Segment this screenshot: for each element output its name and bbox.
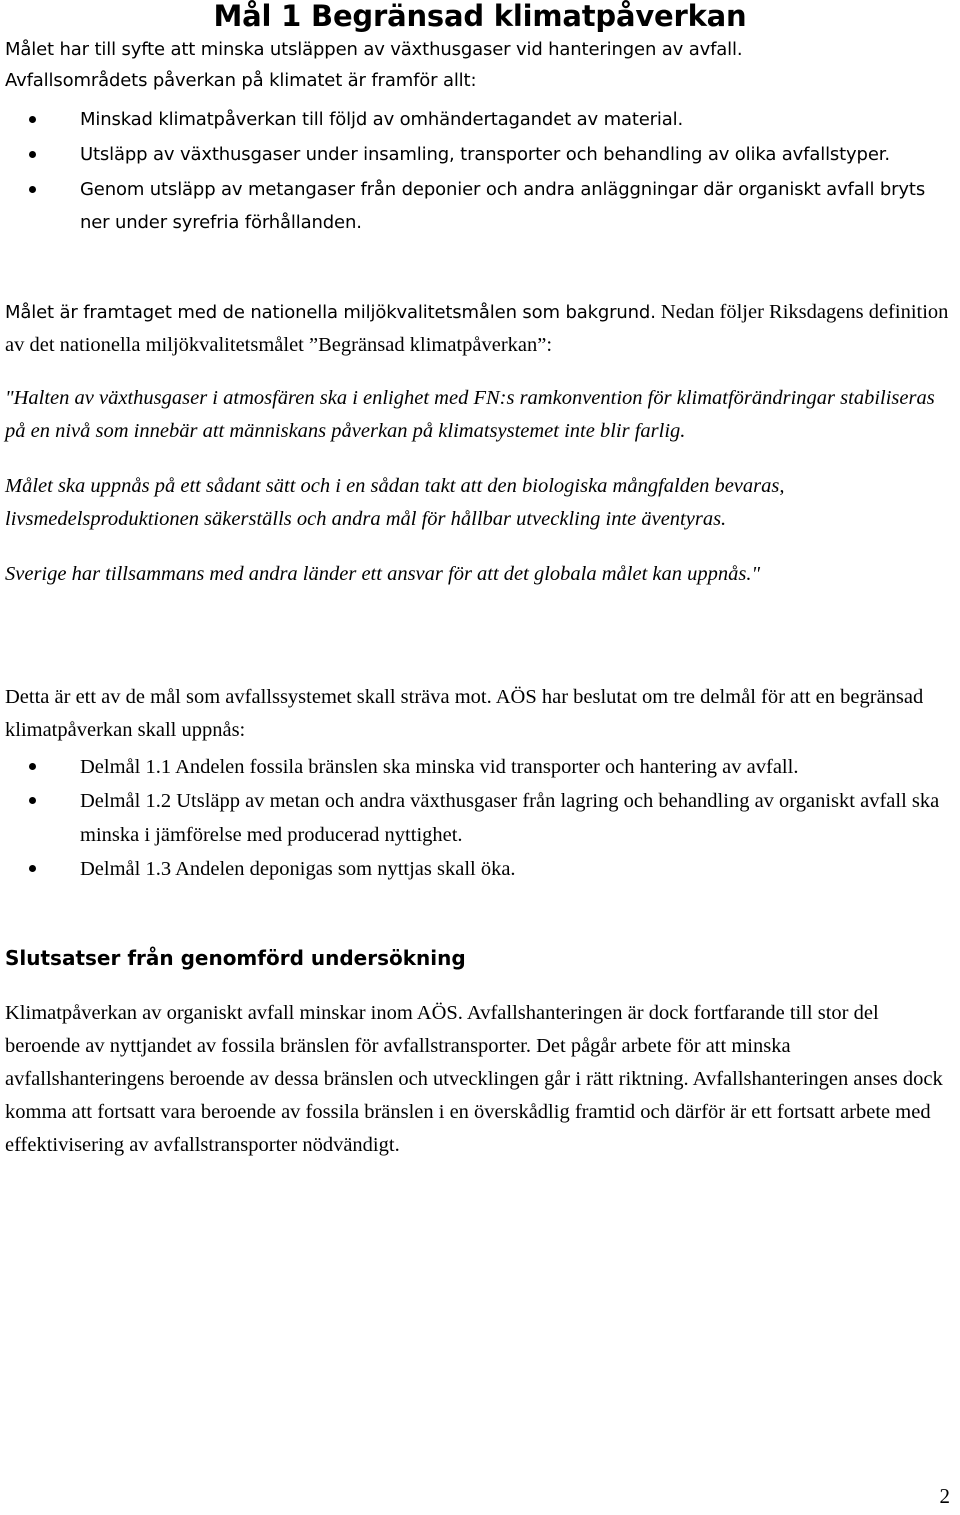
list-item-text: Genom utsläpp av metangaser från deponier och andra anläggningar där organiskt avfall bryts ner under syrefria förhållanden. xyxy=(80,179,926,233)
list-item-text: Delmål 1.3 Andelen deponigas som nyttjas skall öka. xyxy=(80,858,516,880)
subgoal-list xyxy=(5,750,955,886)
list-item-text: Delmål 1.1 Andelen fossila bränslen ska minska vid transporter och hantering av avfall. xyxy=(80,756,799,778)
bullet-icon xyxy=(29,763,36,770)
page-number: 2 xyxy=(939,1484,950,1508)
riksdag-intro: Nedan följer Riksdagens definition av det nationella miljökvalitetsmålet ”Begränsad klimatpåverkan”: xyxy=(5,301,949,356)
bullet-icon xyxy=(29,865,36,872)
list-item xyxy=(5,103,955,136)
list-item xyxy=(5,750,955,784)
bullet-icon xyxy=(29,797,36,804)
list-item-text: Delmål 1.2 Utsläpp av metan och andra växthusgaser från lagring och behandling av organiskt avfall ska minska i jämförelse med producerad nyttighet. xyxy=(80,790,940,846)
list-item xyxy=(5,173,955,239)
subgoals-intro: Detta är ett av de mål som avfallssystemet skall sträva mot. AÖS har beslutat om tre delmål för att en begränsad klimatpåverkan skall uppnås: xyxy=(5,686,924,741)
impact-list xyxy=(5,103,955,239)
list-item xyxy=(5,784,955,852)
list-item-text: Utsläpp av växthusgaser under insamling, transporter och behandling av olika avfallstyper. xyxy=(80,144,890,165)
background-paragraph xyxy=(5,296,955,362)
bullet-icon xyxy=(29,151,36,158)
quote-paragraph: "Halten av växthusgaser i atmosfären ska i enlighet med FN:s ramkonvention för klimatförändringar stabiliseras på en nivå som innebär att människans påverkan på klimatsystemet inte blir farlig. xyxy=(5,387,935,442)
conclusions-paragraph: Klimatpåverkan av organiskt avfall minskar inom AÖS. Avfallshanteringen är dock fortfarande till stor del beroende av nyttjandet av fossila bränslen för avfallstransporter. Det pågår arbete för att minska avfallshanteringens beroende av dessa bränslen och utvecklingen går i rätt riktning. Avfallshanteringen anses dock komma att fortsatt vara beroende av fossila bränslen i en överskådlig framtid och därför är ett fortsatt arbete med effektivisering av avfallstransporter nödvändigt. xyxy=(5,1002,943,1156)
list-item xyxy=(5,138,955,171)
intro-line: Målet har till syfte att minska utsläppen av växthusgaser vid hanteringen av avfall. xyxy=(5,39,743,60)
riksdag-quote xyxy=(5,382,955,591)
quote-paragraph: Målet ska uppnås på ett sådant sätt och i en sådan takt att den biologiska mångfalden bevaras, livsmedelsproduktionen säkerställs och andra mål för hållbar utveckling inte äventyras. xyxy=(5,475,785,530)
page-title: Mål 1 Begränsad klimatpåverkan xyxy=(213,0,747,33)
bullet-icon xyxy=(29,186,36,193)
list-item-text: Minskad klimatpåverkan till följd av omhändertagandet av material. xyxy=(80,109,684,130)
background-sentence: Målet är framtaget med de nationella miljökvalitetsmålen som bakgrund. xyxy=(5,302,656,323)
intro-line: Avfallsområdets påverkan på klimatet är framför allt: xyxy=(5,70,477,91)
conclusions-heading: Slutsatser från genomförd undersökning xyxy=(5,946,466,970)
bullet-icon xyxy=(29,116,36,123)
intro-block xyxy=(5,34,955,96)
quote-paragraph: Sverige har tillsammans med andra länder ett ansvar för att det globala målet kan uppnås." xyxy=(5,563,761,585)
list-item xyxy=(5,852,955,886)
